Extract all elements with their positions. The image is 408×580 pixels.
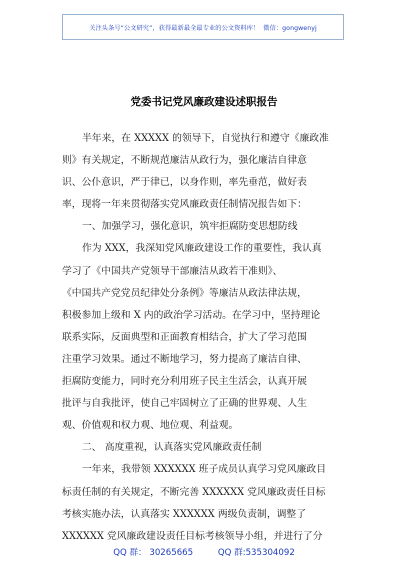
paragraph-line: 积极参加上级和 X 内的政治学习活动。在学习中，坚持理论 (62, 309, 321, 321)
paragraph-line: 观、价值观和权力观、地位观、利益观。 (62, 420, 239, 432)
promo-header-banner (62, 14, 344, 40)
section-heading-1: 一、加强学习，强化意识，筑牢拒腐防变思想防线 (82, 221, 298, 233)
document-body (62, 128, 346, 548)
promo-header-text: 关注头条号“公文研究”，获得最新最全最专业的公文资料库！ (89, 24, 260, 32)
paragraph-line: 标责任制的有关规定，不断完善 XXXXXX 党风廉政责任目标 (62, 486, 326, 498)
paragraph-line: 学习了《中国共产党领导干部廉洁从政若干准则》、 (62, 265, 283, 277)
paragraph-line: 作为 XXX，我深知党风廉政建设工作的重要性，我认真 (82, 243, 322, 255)
paragraph-line: 《中国共产党党员纪律处分条例》等廉洁从政法律法规， (62, 287, 307, 299)
paragraph-line: 考核实施办法，认真落实 XXXXXX 两级负责制，调整了 (62, 508, 307, 520)
qq-group-2: QQ 群:535304092 (217, 548, 295, 558)
section-heading-2: 二、 高度重视，认真落实党风廉政责任制 (82, 442, 262, 454)
paragraph-line: 则》有关规定，不断规范廉洁从政行为，强化廉洁自律意 (62, 155, 307, 167)
paragraph-line: 拒腐防变能力，同时充分利用班子民主生活会，认真开展 (62, 376, 307, 388)
paragraph-line: 半年来，在 XXXXX 的领导下，自觉执行和遵守《廉政准 (82, 133, 329, 144)
wechat-id-text: 微信：gongwenyj (263, 24, 317, 32)
paragraph-line: 一年来，我带领 XXXXXX 班子成员认真学习党风廉政目 (82, 464, 327, 476)
paragraph-line: 率，现将一年来贯彻落实党风廉政责任制情况报告如下： (62, 199, 307, 211)
paragraph-line: 联系实际，反面典型和正面教育相结合，扩大了学习范围 (62, 331, 307, 343)
paragraph-line: 注重学习效果。通过不断地学习，努力提高了廉洁自律、 (62, 353, 307, 365)
qq-group-1: QQ 群： 30265665 (113, 548, 194, 558)
contact-footer (0, 546, 408, 558)
paragraph-line: 识、公仆意识，严于律已，以身作则，率先垂范，做好表 (62, 177, 307, 189)
paragraph-line: 批评与自我批评，使自己牢固树立了正确的世界观、人生 (62, 398, 307, 410)
paragraph-line: XXXXXX 党风廉政建设责任目标考核领导小组，并进行了分 (62, 530, 323, 542)
document-title: 党委书记党风廉政建设述职报告 (130, 96, 278, 108)
